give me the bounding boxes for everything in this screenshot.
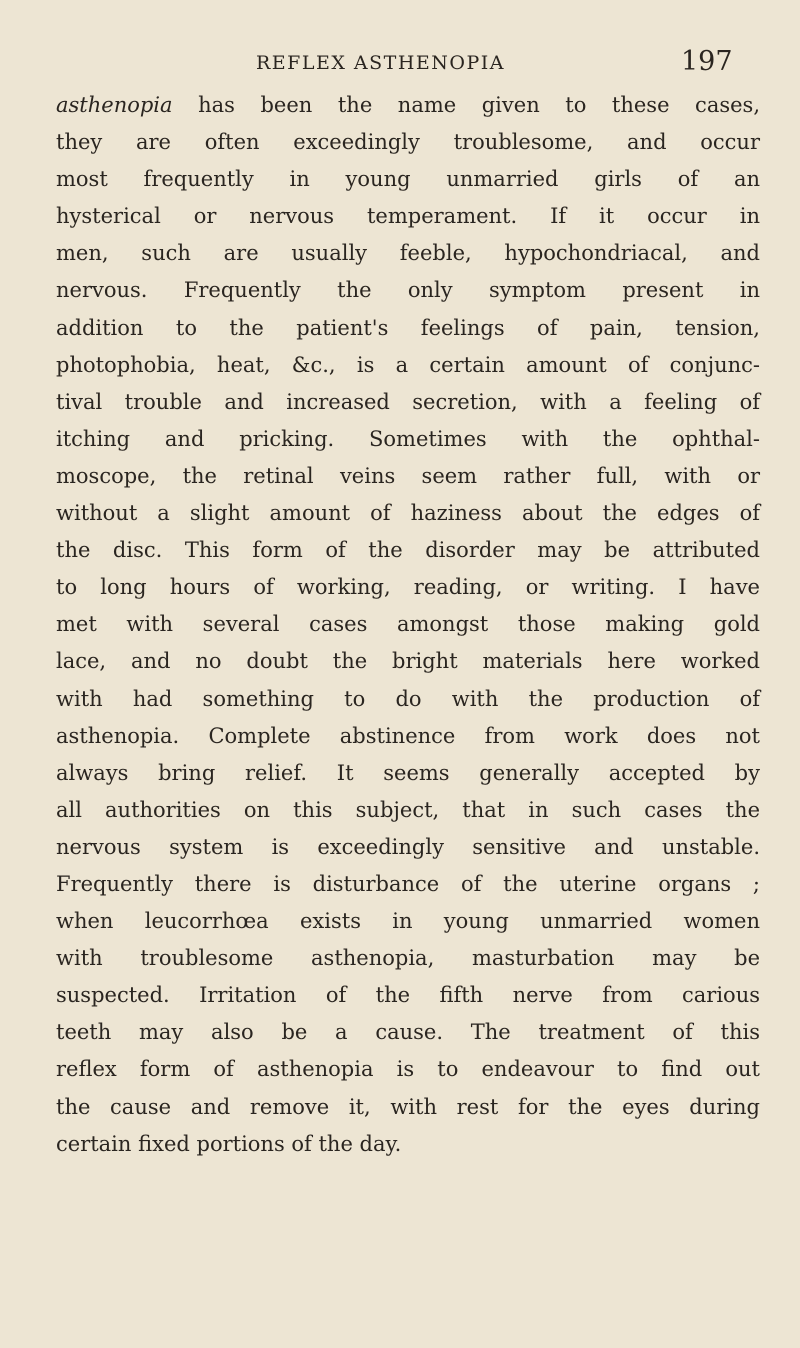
text-line: the disc. This form of the disorder may be attributed [56, 538, 760, 563]
text-line: addition to the patient's feelings of pain, tension, [56, 315, 760, 340]
text-line: with troublesome asthenopia, masturbation may be [56, 946, 760, 971]
running-title: REFLEX ASTHENOPIA [256, 52, 505, 74]
text-line: photophobia, heat, &c., is a certain amount of conjunc- [56, 352, 760, 377]
text-line: moscope, the retinal veins seem rather full, with or [56, 463, 760, 488]
text-line: nervous. Frequently the only symptom present in [56, 278, 760, 303]
text-line: asthenopia has been the name given to these cases, [56, 93, 760, 117]
text-line: nervous system is exceedingly sensitive and unstable. [56, 834, 760, 859]
text-line: reflex form of asthenopia is to endeavour to find out [56, 1057, 760, 1082]
text-line: Frequently there is disturbance of the uterine organs ; [56, 871, 760, 896]
text-line: itching and pricking. Sometimes with the ophthal- [56, 426, 760, 451]
text-line: suspected. Irritation of the fifth nerve from carious [56, 983, 760, 1008]
text-line: the cause and remove it, with rest for the eyes during [56, 1094, 760, 1119]
italic-term: asthenopia [56, 93, 173, 117]
text-line: teeth may also be a cause. The treatment of this [56, 1020, 760, 1045]
text-line: they are often exceedingly troublesome, and occur [56, 130, 760, 155]
text-line: all authorities on this subject, that in such cases the [56, 797, 760, 822]
text-line: met with several cases amongst those making gold [56, 612, 760, 637]
body-paragraph [56, 87, 760, 1163]
text-line: without a slight amount of haziness about the edges of [56, 501, 760, 526]
text-line: with had something to do with the production of [56, 686, 760, 711]
text-line: tival trouble and increased secretion, with a feeling of [56, 389, 760, 414]
text-line: to long hours of working, reading, or writing. I have [56, 575, 760, 600]
text-line: when leucorrhœa exists in young unmarried women [56, 909, 760, 934]
text-line: asthenopia. Complete abstinence from work does not [56, 723, 760, 748]
text-line: lace, and no doubt the bright materials here worked [56, 649, 760, 674]
running-head [0, 46, 800, 86]
text-line: certain fixed portions of the day. [56, 1131, 402, 1156]
text-line: most frequently in young unmarried girls of an [56, 167, 760, 192]
page-number: 197 [681, 46, 733, 77]
text-line: hysterical or nervous temperament. If it occur in [56, 204, 760, 229]
text-line: men, such are usually feeble, hypochondriacal, and [56, 241, 760, 266]
text-line: always bring relief. It seems generally accepted by [56, 760, 760, 785]
